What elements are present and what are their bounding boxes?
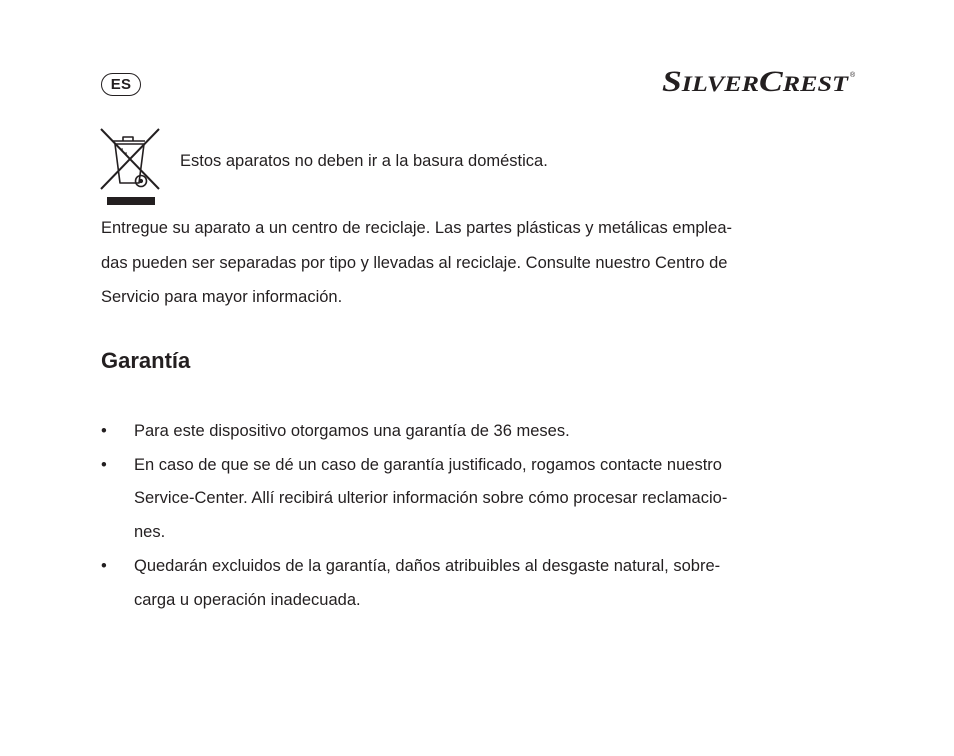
list-item-line: En caso de que se dé un caso de garantía justificado, rogamos contacte nuestro bbox=[134, 456, 722, 474]
svg-text:SILVERCREST bbox=[662, 65, 850, 96]
language-badge bbox=[101, 73, 141, 96]
warranty-heading: Garantía bbox=[101, 348, 191, 373]
logo-text-ilver: ILVER bbox=[681, 71, 747, 96]
paragraph-line: das pueden ser separadas por tipo y llevadas al reciclaje. Consulte nuestro Centro de bbox=[101, 254, 728, 272]
bullet-marker: • bbox=[101, 557, 107, 575]
bullet-marker: • bbox=[101, 422, 107, 440]
list-item-line: Para este dispositivo otorgamos una garantía de 36 meses. bbox=[134, 422, 570, 440]
logo-text-rest: REST bbox=[782, 71, 838, 96]
list-item-line: carga u operación inadecuada. bbox=[134, 591, 361, 609]
crossed-out-wheelie-bin-icon bbox=[99, 127, 161, 207]
disposal-note: Estos aparatos no deben ir a la basura doméstica. bbox=[180, 152, 548, 170]
logo-initial-c: C bbox=[759, 65, 780, 96]
paragraph-line: Entregue su aparato a un centro de reciclaje. Las partes plásticas y metálicas emplea- bbox=[101, 219, 733, 237]
silvercrest-logo bbox=[662, 64, 858, 96]
logo-initial-s: S bbox=[662, 65, 679, 96]
bullet-marker: • bbox=[101, 456, 107, 474]
list-item-line: Service-Center. Allí recibirá ulterior información sobre cómo procesar reclamacio- bbox=[134, 489, 728, 507]
language-code: ES bbox=[110, 76, 132, 93]
registered-mark: ® bbox=[850, 72, 856, 79]
list-item-line: Quedarán excluidos de la garantía, daños atribuibles al desgaste natural, sobre- bbox=[134, 557, 721, 575]
list-item-line: nes. bbox=[134, 523, 166, 541]
paragraph-line: Servicio para mayor información. bbox=[101, 288, 343, 306]
